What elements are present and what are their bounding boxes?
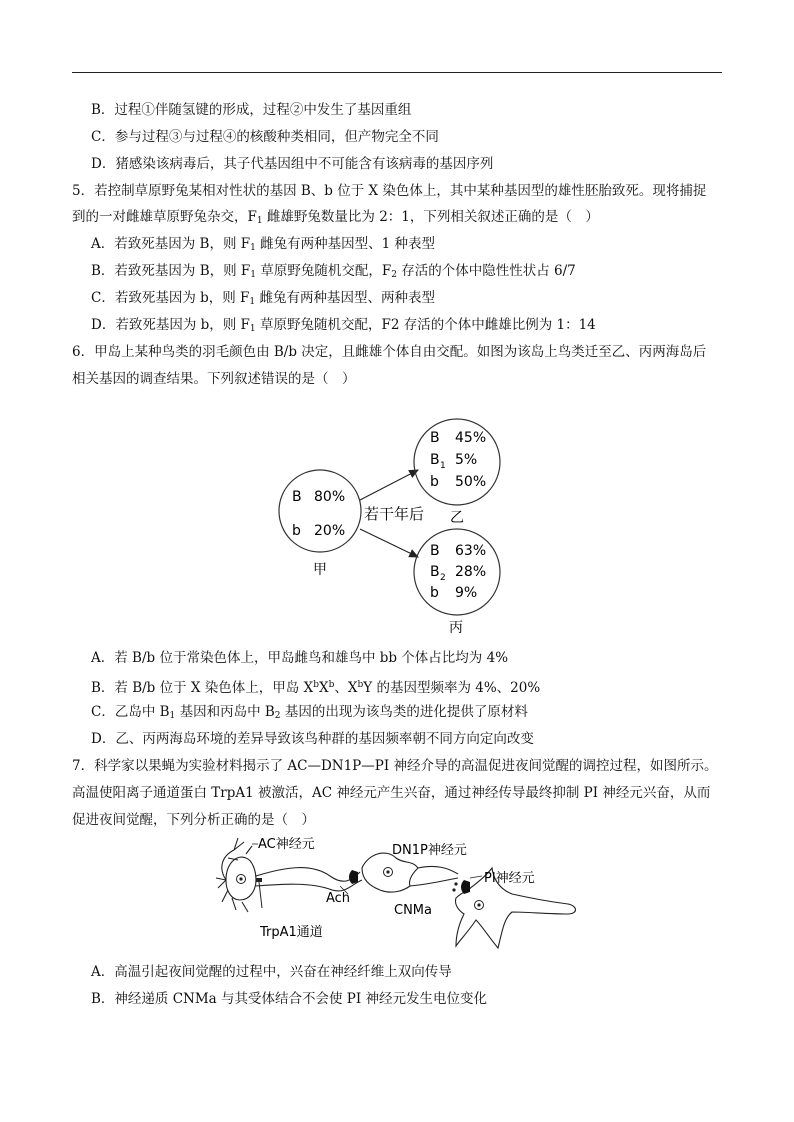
- q4-option-d[interactable]: D．猪感染该病毒后，其子代基因组中不可能含有该病毒的基因序列: [91, 156, 494, 172]
- jia-circle: [279, 470, 361, 552]
- arrow-to-yi: [360, 470, 418, 500]
- arrow-to-bing: [360, 529, 418, 557]
- bing-gene-1: B: [430, 543, 440, 559]
- jia-gene-2: b: [292, 523, 301, 539]
- bing-gene-3: b: [430, 585, 439, 601]
- yi-label: 乙: [450, 510, 464, 526]
- bing-label: 丙: [449, 620, 463, 636]
- q6-island-diagram: [270, 404, 510, 636]
- header-rule: [72, 72, 722, 73]
- bing-gene-2: B: [430, 564, 440, 580]
- q6-option-b[interactable]: B．若 B/b 位于 X 染色体上，甲岛 $X^bX^b$、$X^bY$ 的基因型频率为 4%、20%: [91, 680, 541, 696]
- jia-value-2: 20%: [314, 523, 346, 539]
- q7-option-a[interactable]: A．高温引起夜间觉醒的过程中，兴奋在神经纤维上双向传导: [91, 964, 452, 980]
- bing-value-3: 9%: [455, 585, 478, 601]
- dn1p-neuron: [362, 853, 458, 892]
- jia-gene-1: B: [292, 489, 302, 505]
- bing-value-2: 28%: [455, 564, 487, 580]
- q6-option-c[interactable]: C．乙岛中 $B_1$ 基因和丙岛中 $B_2$ 基因的出现为该鸟类的进化提供了原材料: [91, 704, 528, 721]
- q7-stem-line1: 7．科学家以果蝇为实验材料揭示了 AC—DN1P—PI 神经介导的高温促进夜间觉醒的调控过程，如图所示。: [72, 758, 718, 774]
- q5-stem-line1: 5．若控制草原野兔某相对性状的基因 B、b 位于 X 染色体上，其中某种基因型的雄性胚胎致死。现将捕捉: [72, 183, 707, 199]
- q7-option-b[interactable]: B．神经递质 CNMa 与其受体结合不会使 PI 神经元发生电位变化: [91, 991, 488, 1007]
- yi-value-3: 50%: [455, 474, 487, 490]
- arrow-label: 若干年后: [364, 505, 425, 523]
- trpa1-label: TrpA1通道: [260, 925, 323, 940]
- yi-gene-2: B: [430, 452, 440, 468]
- q5-option-d[interactable]: D．若致死基因为 b，则 $F_1$ 草原野兔随机交配，F2 存活的个体中雌雄比例为 1：14: [91, 317, 596, 334]
- q7-neuron-diagram: [212, 828, 582, 952]
- q6-option-d[interactable]: D．乙、丙两海岛环境的差异导致该鸟种群的基因频率朝不同方向定向改变: [91, 731, 534, 747]
- yi-value-2: 5%: [455, 452, 478, 468]
- q5-option-c[interactable]: C．若致死基因为 b，则 $F_1$ 雌兔有两种基因型、两种表型: [91, 290, 435, 307]
- q7-stem-line2: 高温使阳离子通道蛋白 TrpA1 被激活，AC 神经元产生兴奋，通过神经传导最终抑制 PI 神经元兴奋，从而: [72, 785, 711, 801]
- bing-gene-2-sub: 2: [440, 573, 446, 583]
- yi-gene-3: b: [430, 474, 439, 490]
- cnma-label: CNMa: [394, 903, 432, 918]
- q5-stem-line2: 到的一对雌雄草原野兔杂交，$F_1$ 雌雄野兔数量比为 2：1，下列相关叙述正确的是（ ）: [72, 209, 599, 226]
- q5-option-a[interactable]: A．若致死基因为 B，则 $F_1$ 雌兔有两种基因型、1 种表型: [91, 236, 436, 253]
- bing-value-1: 63%: [455, 543, 487, 559]
- dn1p-label: DN1P神经元: [392, 843, 467, 858]
- q4-option-c[interactable]: C．参与过程③与过程④的核酸种类相同，但产物完全不同: [91, 129, 439, 145]
- yi-gene-2-sub: 1: [440, 461, 446, 471]
- q5-option-b[interactable]: B．若致死基因为 B，则 $F_1$ 草原野兔随机交配，$F_2$ 存活的个体中隐性性状占 6/7: [91, 263, 576, 280]
- yi-value-1: 45%: [455, 430, 487, 446]
- yi-gene-1: B: [430, 430, 440, 446]
- jia-value-1: 80%: [314, 489, 346, 505]
- jia-label: 甲: [313, 562, 327, 578]
- q4-option-b[interactable]: B．过程①伴随氢键的形成，过程②中发生了基因重组: [91, 102, 412, 118]
- ach-label: Ach: [326, 891, 351, 906]
- pi-label: PI神经元: [484, 871, 535, 886]
- q6-option-a[interactable]: A．若 B/b 位于常染色体上，甲岛雌鸟和雄鸟中 bb 个体占比均为 4%: [91, 650, 509, 666]
- q7-stem-line3: 促进夜间觉醒，下列分析正确的是（ ）: [72, 812, 315, 828]
- q6-stem-line2: 相关基因的调查结果。下列叙述错误的是（ ）: [72, 371, 356, 387]
- ac-label: AC神经元: [258, 837, 315, 852]
- q6-stem-line1: 6．甲岛上某种鸟类的羽毛颜色由 B/b 决定，且雌雄个体自由交配。如图为该岛上鸟类迁至乙、丙两海岛后: [72, 344, 707, 360]
